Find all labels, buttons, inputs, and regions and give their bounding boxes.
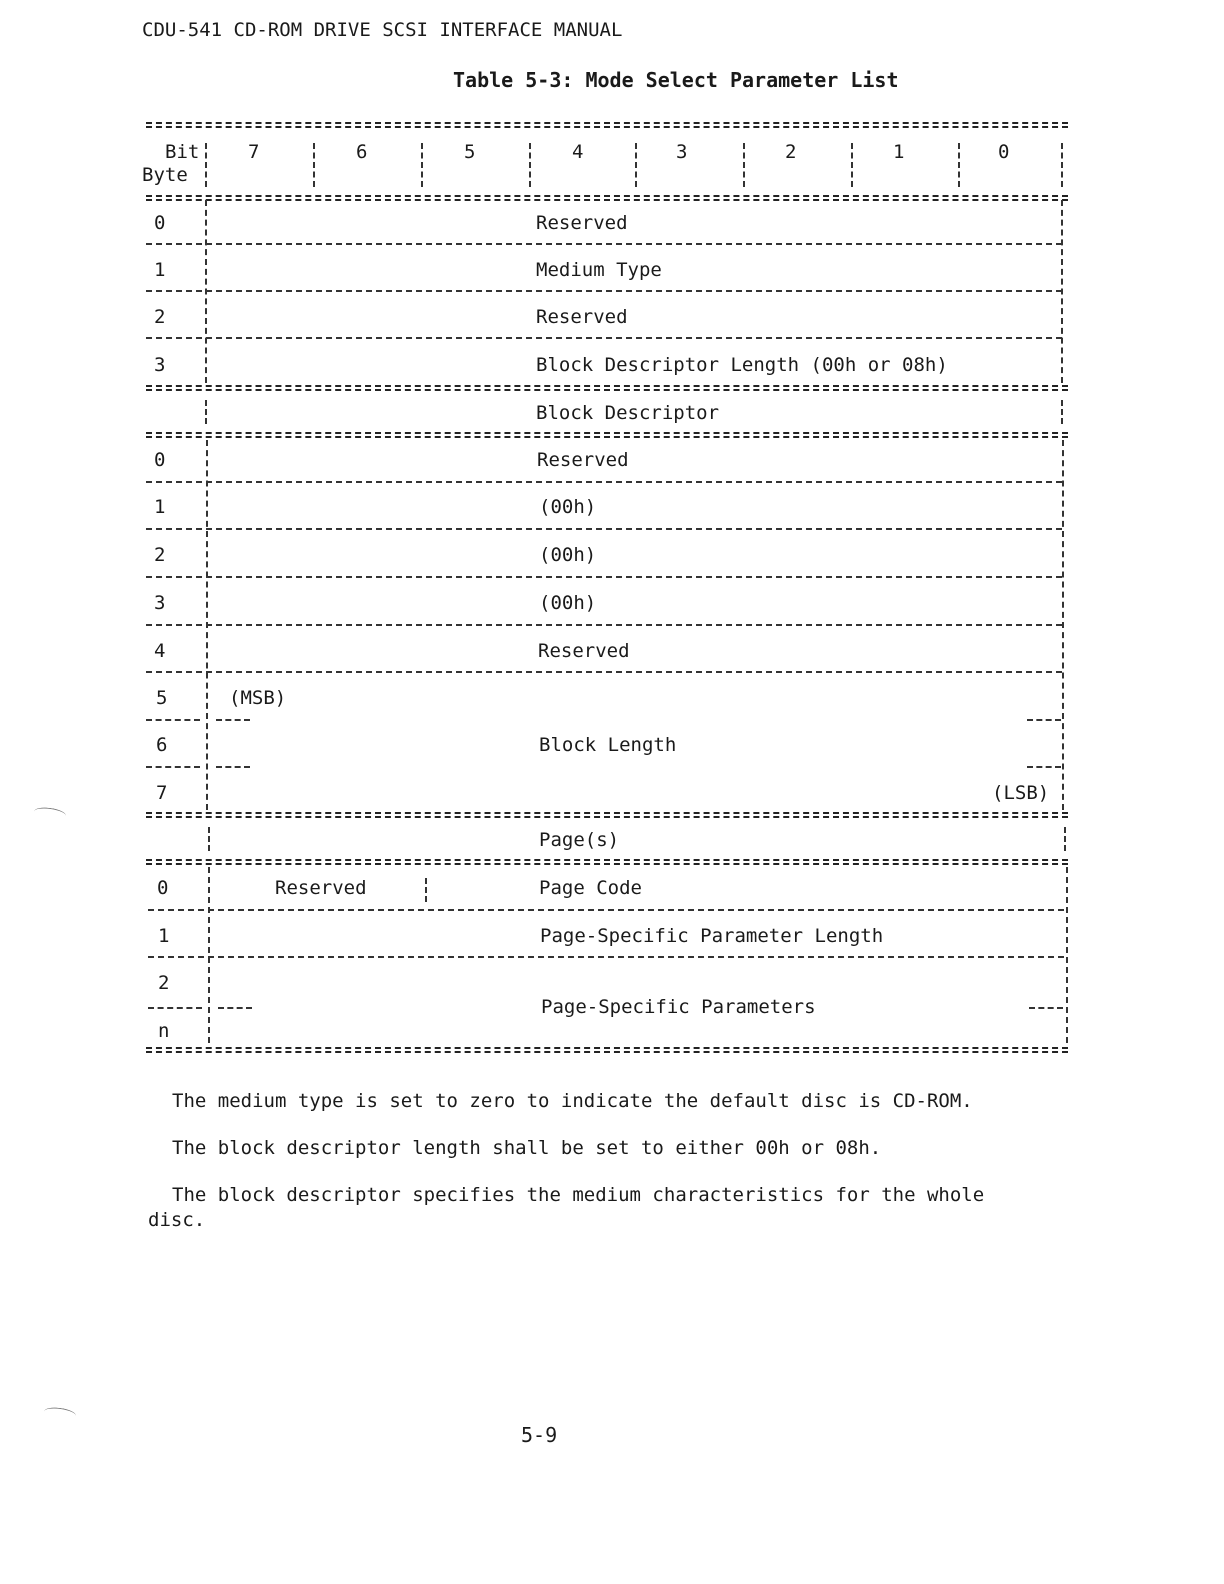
- field-page-code: Page Code: [539, 877, 642, 899]
- byte-number: 4: [154, 640, 166, 662]
- bit-0-header: 0: [998, 141, 1010, 163]
- byte-number: 1: [158, 925, 170, 947]
- bit-7-header: 7: [248, 141, 260, 163]
- bit-1-header: 1: [893, 141, 905, 163]
- field-page-parameter-length: Page-Specific Parameter Length: [540, 925, 884, 947]
- field-reserved: Reserved: [538, 640, 630, 662]
- column-divider: [313, 143, 315, 187]
- byte-number: 6: [156, 734, 168, 756]
- byte-number: 1: [154, 259, 166, 281]
- row-separator: [146, 671, 1062, 673]
- row-separator: [146, 528, 1062, 530]
- byte-number: n: [158, 1020, 170, 1042]
- bit-4-header: 4: [572, 141, 584, 163]
- byte-number: 2: [154, 306, 166, 328]
- field-number-of-blocks: (00h): [539, 592, 597, 614]
- lsb-marker: (LSB): [992, 782, 1050, 804]
- paragraph: [148, 1136, 1028, 1161]
- row-separator: [146, 766, 200, 768]
- byte-number: 0: [157, 877, 169, 899]
- row-separator: [146, 243, 1062, 245]
- row-separator: [1027, 766, 1061, 768]
- byte-number: 3: [154, 354, 166, 376]
- row-separator: [146, 337, 1062, 339]
- field-page-parameters: Page-Specific Parameters: [541, 996, 816, 1018]
- byte-number: 7: [156, 782, 168, 804]
- byte-number: 2: [154, 544, 166, 566]
- column-divider: [851, 143, 853, 187]
- byte-number: 0: [154, 449, 166, 471]
- field-number-of-blocks: (00h): [539, 544, 597, 566]
- double-rule: [146, 1047, 1068, 1049]
- byte-label: Byte: [142, 164, 188, 186]
- paragraph-text: The block descriptor length shall be set to either 00h or 08h.: [172, 1137, 882, 1159]
- field-reserved: Reserved: [275, 877, 367, 899]
- field-reserved: Reserved: [536, 306, 628, 328]
- row-separator: [1027, 719, 1061, 721]
- row-separator: [146, 719, 200, 721]
- row-separator: [148, 1007, 202, 1009]
- right-border: [1066, 867, 1068, 1043]
- byte-number: 5: [156, 687, 168, 709]
- double-rule: [146, 812, 1068, 814]
- field-reserved: Reserved: [537, 449, 629, 471]
- row-separator: [218, 1007, 252, 1009]
- bit-2-header: 2: [785, 141, 797, 163]
- column-divider: [208, 827, 210, 851]
- double-rule: [146, 385, 1068, 387]
- byte-number: 2: [158, 972, 170, 994]
- bit-label: Bit: [165, 141, 200, 163]
- paragraph-text: The medium type is set to zero to indicate the default disc is CD-ROM.: [172, 1090, 973, 1112]
- row-separator: [146, 624, 1062, 626]
- column-divider: [205, 400, 207, 424]
- row-separator: [216, 766, 250, 768]
- bit-3-header: 3: [676, 141, 688, 163]
- byte-number: 0: [154, 212, 166, 234]
- column-divider: [958, 143, 960, 187]
- row-separator: [148, 909, 1064, 911]
- column-divider: [1061, 143, 1063, 187]
- row-separator: [1029, 1007, 1063, 1009]
- field-block-descriptor-length: Block Descriptor Length (00h or 08h): [536, 354, 948, 376]
- double-rule: [146, 859, 1068, 861]
- row-separator: [146, 481, 1062, 483]
- right-border: [1061, 400, 1063, 424]
- right-border: [1062, 440, 1064, 810]
- scan-mark: [43, 1406, 76, 1421]
- row-separator: [146, 290, 1062, 292]
- bit-5-header: 5: [464, 141, 476, 163]
- column-divider: [635, 143, 637, 187]
- byte-number: 1: [154, 496, 166, 518]
- double-rule: [146, 432, 1068, 434]
- byte-number: 3: [154, 592, 166, 614]
- msb-marker: (MSB): [229, 687, 287, 709]
- double-rule: [146, 195, 1068, 197]
- column-divider: [421, 143, 423, 187]
- column-divider: [205, 143, 207, 187]
- field-block-length: Block Length: [539, 734, 677, 756]
- row-separator: [148, 956, 1064, 958]
- column-divider: [529, 143, 531, 187]
- paragraph: [148, 1183, 1028, 1233]
- right-border: [1064, 827, 1066, 851]
- double-rule: [146, 122, 1068, 124]
- block-descriptor-title: Block Descriptor: [536, 402, 720, 424]
- paragraph-text: The block descriptor specifies the medium characteristics for the whole disc.: [148, 1184, 985, 1231]
- scan-mark: [33, 806, 66, 821]
- pages-title: Page(s): [539, 829, 620, 851]
- row-separator: [216, 719, 250, 721]
- bit-6-header: 6: [356, 141, 368, 163]
- field-density-code: (00h): [539, 496, 597, 518]
- row-separator: [146, 576, 1062, 578]
- paragraph: [148, 1089, 1028, 1114]
- column-divider: [743, 143, 745, 187]
- running-header: CDU-541 CD-ROM DRIVE SCSI INTERFACE MANUAL: [142, 19, 623, 41]
- column-divider: [425, 878, 427, 902]
- byte-column-divider: [208, 867, 210, 1043]
- page-number: 5-9: [521, 1423, 558, 1447]
- field-reserved: Reserved: [536, 212, 628, 234]
- field-medium-type: Medium Type: [536, 259, 662, 281]
- table-title: Table 5-3: Mode Select Parameter List: [453, 68, 899, 92]
